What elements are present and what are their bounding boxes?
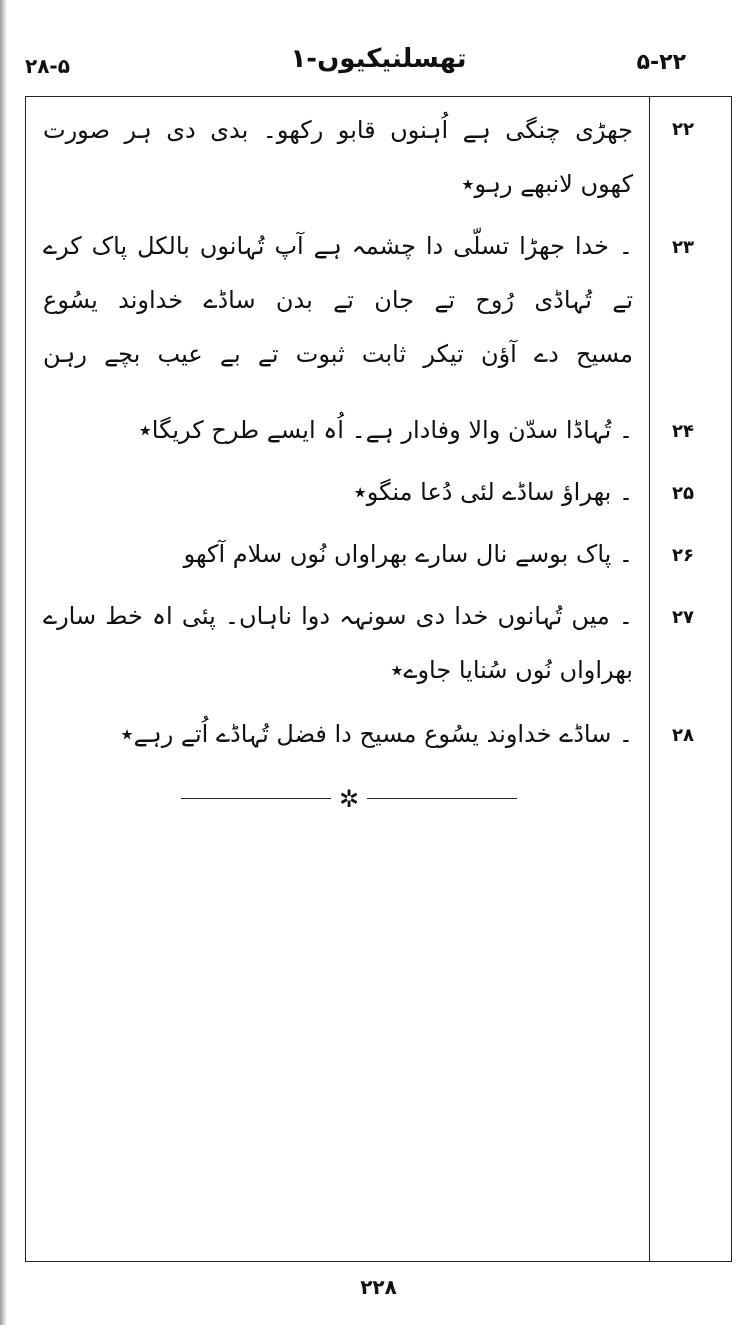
verse-line: ۔ تُہاڈا سدّن والا وفادار ہے۔ اُہ ایسے طرح کریگا٭	[138, 416, 633, 444]
verse-number: ۲۲	[672, 119, 694, 140]
binding-edge	[0, 0, 7, 1325]
verse-line: ۔ ساڈے خداوند یسُوع مسیح دا فضل تُہاڈے اُتے رہے٭	[120, 720, 633, 748]
header-left-reference: ۲۸-۵	[25, 54, 70, 78]
verse-number: ۲۳	[672, 237, 694, 258]
verse-number: ۲۶	[672, 545, 694, 566]
verse-line: ۔ پاک بوسے نال سارے بھراواں نُوں سلام آکھو	[183, 540, 633, 568]
verse-number: ۲۴	[672, 421, 694, 442]
verse-line: کھوں لانبھے رہو٭	[461, 170, 633, 198]
text-frame	[25, 96, 732, 1262]
page-number: ۲۲۸	[360, 1275, 397, 1299]
verse-number-divider	[649, 97, 650, 1261]
book-page	[7, 0, 750, 1325]
end-ornament	[181, 784, 517, 814]
verse-number: ۲۸	[672, 725, 694, 746]
verse-line: ۔ خدا جھڑا تسلّی دا چشمہ ہے آپ تُہانوں بالکل پاک کرے	[43, 232, 633, 260]
verse-line: مسیح دے آؤن تیکر ثابت ثبوت تے بے عیب بچے رہن	[43, 340, 633, 368]
running-header	[7, 40, 750, 90]
header-right-reference: ۵-۲۲	[636, 50, 686, 75]
verse-number: ۲۷	[672, 607, 694, 628]
verse-line: تے تُہاڈی رُوح تے جان تے بدن ساڈے خداوند یسُوع	[43, 286, 633, 314]
verse-line: بھراواں نُوں سُنایا جاوے٭	[390, 656, 633, 684]
flower-ornament-icon: ✲	[331, 784, 367, 814]
verse-line: ۔ میں تُہانوں خدا دی سونہہ دوا ناہاں۔ پئی اہ خط سارے	[43, 602, 633, 630]
verse-line: ۔ بھراؤ ساڈے لئی دُعا منگو٭	[353, 478, 633, 506]
book-title: ۱-تھسلنیکیوں	[290, 44, 467, 74]
verse-number: ۲۵	[672, 483, 694, 504]
verse-line: جھڑی چنگی ہے اُہنوں قابو رکھو۔ بدی دی ہر صورت	[43, 116, 633, 144]
